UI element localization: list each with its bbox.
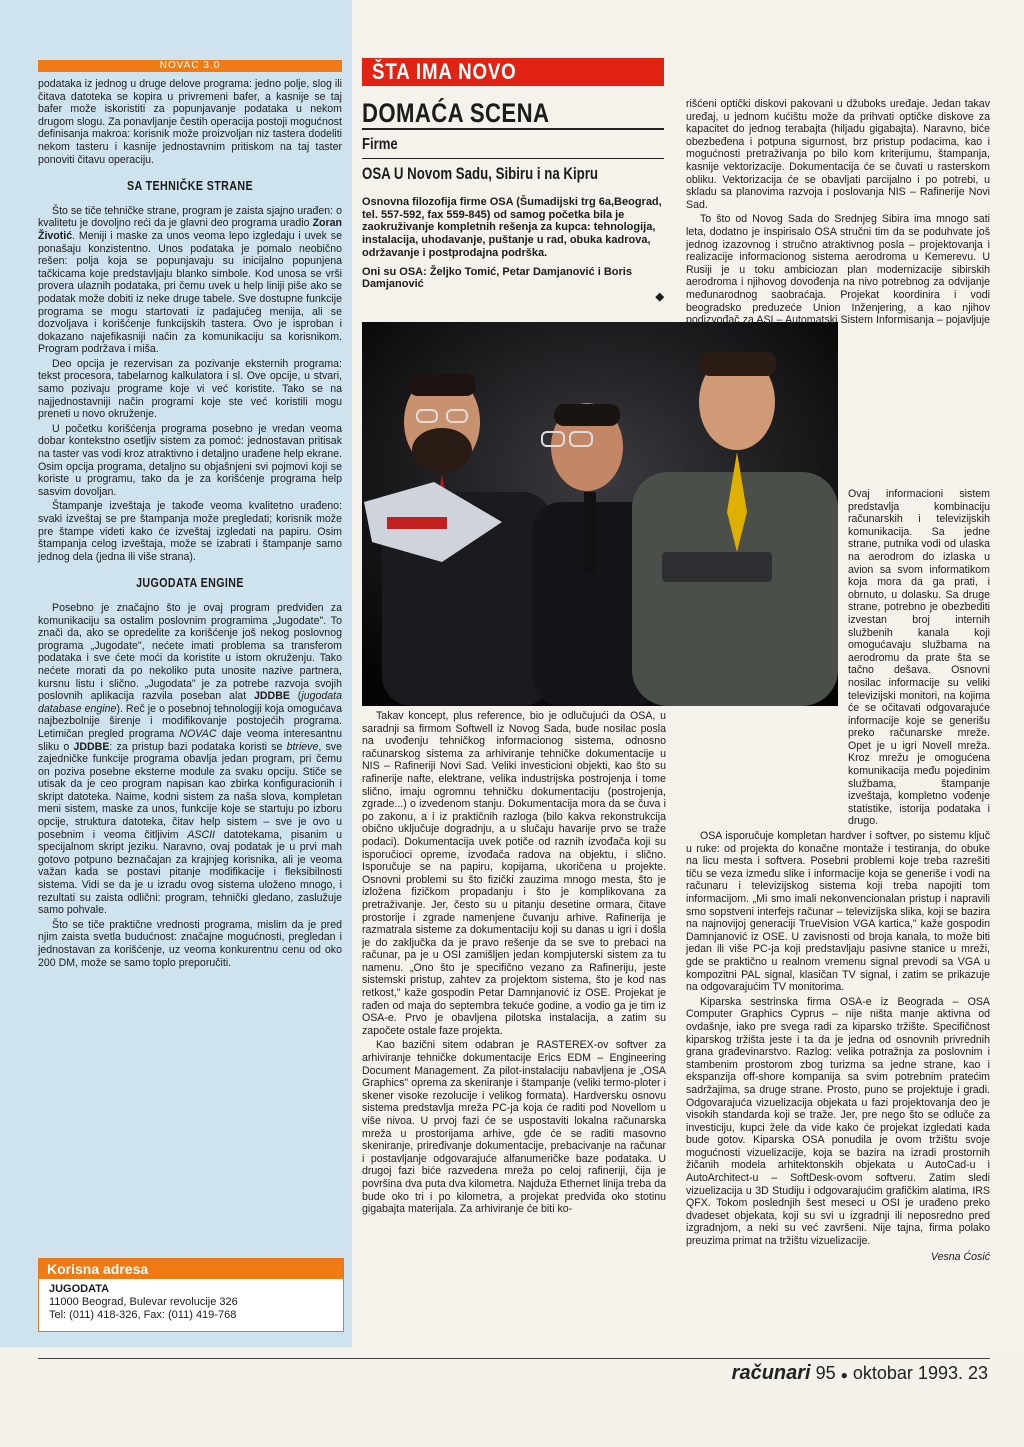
left-article-column [38,78,342,971]
lead-paragraph: Osnovna filozofija firme OSA (Šumadijski trg 6a,Beograd, tel. 557-592, fax 559-845) od samog početka bila je zaokruživanje kompletnih rešenja za kupca: tehnologija, instalacija, uhodavanje, puštanje u rad, obuka kadrova, održavanje i postprodajna podrška. [362,196,662,259]
article-section-title: DOMAĆA SCENA [362,98,550,128]
article-category: Firme [362,136,398,153]
useful-address-box [38,1258,344,1332]
left-paragraph: Deo opcija je rezervisan za pozivanje eksternih programa: tekst procesora, tabelarnog kalkulatora i sl. Ove opcije, u stvari, samo pozivaju programe koje vi već koristite. Tako se na najjednostavniji način programi koje ste već koristili mogu preneti u novo okruženje. [38,357,342,421]
company-phone: Tel: (011) 418-326, Fax: (011) 419-768 [49,1309,237,1321]
company-address: 11000 Beograd, Bulevar revolucije 326 [49,1296,238,1308]
useful-address-body [39,1279,343,1326]
left-section-header: NOVAC 3.0 [38,60,342,72]
article-author: Vesna Ćosić [930,1250,990,1263]
issue-date-page: oktobar 1993. 23 [847,1363,988,1383]
article-column-left [362,710,666,1218]
article-paragraph: Kao bazični sitem odabran je RASTEREX-ov softver za arhiviranje tehničke dokumentacije Erics EDM – Engineering Document Management. Za pilot-instalaciju nabavljena je „OSA Graphics" oprema za skeniranje i štampanje (veliki termo-ploter i skener visoke rezolucije i velikog formata). Hardversku osnovu sistema predstavlja mreža PC-ja koja će raditi pod Novellom u više nivoa. U prvoj fazi će se uspostaviti lokalna računarska mreža u prostorijama arhive, gde će se raditi masovno skeniranje, priređivanje dokumentacije, prebacivanje na računar i postavljanje odgovarajuće alfanumeričke baze podataka. U drugoj fazi biće razvedena mreža po celoj rafineriji, čija je površina dva puta dva kilometra. Najduža Ethernet linija treba da bude oko tri i po kilometra, a projekat predviđa oko stotinu gigabajta materijala. Za arhiviranje će biti ko- [362,1039,666,1216]
left-paragraph: Štampanje izveštaja je takođe veoma kvalitetno urađeno: svaki izveštaj se pre štampanja može pregledati; korisnik može pre štampe videti kako će izveštaj izgledati na papiru. Osim štampanja celog izveštaja, može se izabrati i štampanje samo jednog dela (jedna ili više strana). [38,500,342,563]
section-heading-engine: JUGODATA ENGINE [136,575,244,591]
right-paragraph: To što od Novog Sada do Srednjeg Sibira ima mnogo sati leta, dodatno je inspirisalo OSA stručni tim da se poduhvate još jednog izazovnog i stručno atraktivnog posla – projektovanja i realizacije informacionog sistema aerodroma u Kemerevu. U Rusiji je u toku ambiciozan plan modernizacije sibirskih aerodroma i njihovog dovođenja na nivo potrebnog za odvijanje međunarodnog saobraćaja. Projekat koordinira i vodi beogradsko preduzeće Union Inženjering, a kao njihov podizvođač za ASI – Automatski Sistem Informisanja – pojavljuje se OSA. [686,213,990,339]
article-lead [362,196,664,304]
article-paragraph: Ovaj informacioni sistem predstavlja kombinaciju računarskih i televizijskih komunikacija. Sa jedne strane, putnika vodi od ulaska na aerodrom do izlaska u avion sa svom informatikom koja mora da ga prati, i obrnuto, u dolasku. Sa druge strane, potrebno je obezbediti izvestan broj internih službenih kanala koji omogućavaju službama na aerodromu da prate šta se tačno dešava. Osnovni nosilac informacije su veliki televizijski monitori, na kojima će se očitavati odgovarajuće informacije koje se generišu preko računarske mreže. Opet je u igri Novell mreža. Kroz mrežu je omogućena komunikacija među pojedinim službama, štampanje izveštaja, kompletno vođenje statistike, istorija podataka i drugo. [848,488,990,828]
author-name: Zoran Životić [38,217,342,242]
magazine-brand: računari [731,1362,811,1384]
article-column-right [686,488,990,1263]
useful-address-title: Korisna adresa [39,1259,343,1279]
left-intro-paragraph: podataka iz jednog u druge delove programa: jedno polje, slog ili čitava datoteka se kopira u privremeni bafer, a kasnije se taj bafer može iskoristiti za popunjavanje podataka u nekom drugom slogu. Za ponavljanje čestih operacija postoji mogućnost definisanja makroa: korisnik može proizvoljan niz tastera dodeliti nekom tasteru i kasnije jednostavnim pritiskom na taj taster ponoviti čitavu operaciju. [38,78,342,166]
photo-caption: Oni su OSA: Željko Tomić, Petar Damjanović i Boris Damjanović [362,265,632,291]
category-rule [362,158,664,159]
company-name: JUGODATA [49,1283,110,1295]
article-paragraph: Takav koncept, plus reference, bio je odlučujući da OSA, u saradnji sa firmom Softwell iz Novog Sada, bude nosilac posla na uvođenju tehničkog informacionog sistema, odnosno računarskog sistema za arhiviranje tehničke dokumentacije u NIS – Rafineriji Novi Sad. Veliki investicioni objekti, kao što su rafinerije nafte, elektrane, velika industrijska postrojenja i tome slično, imaju ogromnu tehničku dokumentaciju (postrojenja, zgrade...) o izvedenom stanju. Dokumentacija mora da se čuva i po zakonu, a i iz praktičnih razloga (bilo kakva rekonstrukcija obično uključuje dogradnju, a u slučaju havarije prvo se traže podaci). Dokumentacija uvek potiče od raznih izvođača koji su isporučioci opreme, izvođača radova na objektu, i slično. Isporučuje se na papiru, kopijama, ukoričena u projekte. Osnovni problemi su što fizički zauzima mnogo mesta, što je izložena fizičkom propadanju i što je komplikovana za pretraživanje. Jer, često su u pitanju desetine ormara, čitave prostorije i zgrade namenjene čuvanju arhive. Rafinerija je razmatrala sisteme za dokumentaciju koji su danas u igri i došla je do zaključka da je pravo rešenje da se sve to prebaci na računar, pa je u OSI zamišljen jedan kompjuterski sistem za tu namenu. „Ono što je specifično vezano za Rafineriju, jeste sistemski pristup, zahtev za projektom sistema, što je kod nas retkost," kaže gospodin Petar Damnjanović iz OSE. Projekat je rađen od maja do septembra tekuće godine, a vodio ga je tim iz OSA-e. Prvo je obavljena pilotska instalacija, a zatim su započete ostale faze projekta. [362,710,666,1037]
issue-number: 95 [810,1363,841,1383]
caption-marker-icon: ◆ [655,290,664,303]
section-banner: ŠTA IMA NOVO [362,58,664,86]
left-paragraph: U početku korišćenja programa posebno je vredan veoma dobar kontekstno osetljiv sistem za pomoć: jednostavan pritisak na taster vas vodi kroz atraktivno i detaljno urađene help ekrane. Osim opcija programa, detaljno su objašnjeni svi pojmovi koji se koriste u programu, tako da je za korišćenje programa help sasvim dovoljan. [38,422,342,498]
section-heading-technical: SA TEHNIČKE STRANE [126,178,254,194]
left-paragraph: Što se tiče tehničke strane, program je zaista sjajno urađen: o kvalitetu je dovoljno reći da je glavni deo programa uradio Zoran Životić. Meniji i maske za unos veoma lepo izgledaju i uvek se ponašaju konzistentno. Unos podataka je pomalo neobično rešen: polja koja se popunjavaju su inicijalno popunjena tačkicama koje predstavljaju blanko simbole. Kod unosa se vrši provera ulaznih podataka, pri čemu uvek u help liniji piše ako se podatak može dobiti iz neke druge tabele. Sve dostupne funkcije programa se mogu startovati iz padajućeg menija, ali se dozvoljava i korišćenje funkcijskih tastera. Ovo je isproban i dokazano najefikasniji način za komunikaciju sa korisnikom. Program podržava i miša. [38,204,342,356]
page-footer [732,1362,988,1385]
article-headline: OSA U Novom Sadu, Sibiru i na Kipru [362,164,599,183]
right-column-top [686,98,990,341]
left-paragraph: Što se tiče praktične vrednosti programa, mislim da je pred njim zaista svetla budućnost: značajne mogućnosti, pregledan i jednostavan za korišćenje, uz veoma konkurentnu cenu od oko 200 DM, može se samo toplo preporučiti. [38,918,342,969]
right-paragraph: rišćeni optički diskovi pakovani u džuboks uređaje. Jedan takav uređaj, u jednom kućištu može da prihvati optičke diskove za kapacitet do jednog terabajta (hiljadu gigabajta). Naravno, biće obezbeđena i potpuna sigurnost, brz pristup podacima, kao i mogućnosti pretraživanja po bilo kom kriterijumu, štampanja, kasnije vektorizacije. Dokumentacija će se čuvati u rasterskom obliku. Vektorizacija će se obavljati parcijalno i po potrebi, u skladu sa planovima razvoja i poslovanja NIS – Rafinerije Novi Sad. [686,98,990,211]
article-paragraph: OSA isporučuje kompletan hardver i softver, po sistemu ključ u ruke: od projekta do konačne montaže i testiranja, do obuke na licu mesta i softvera. Posebni problemi koje treba razrešiti tiču se veza između slike i informacije koja se generiše i vodi na računaru i televizijskog sistema koji treba napojiti tom informacijom. „Mi smo imali nekonvencionalan pristup i napravili smo sopstveni interfejs računar – televizijska slika, koji se bazira na najnovijoj generaciji TrueVision VGA kartica," kaže gospodin Damnjanović iz OSE. U zavisnosti od broja kanala, to može biti jedan ili više PC-ja koji predstavljaju pasivne stanice u mreži, gde se praktično u realnom vremenu signal prevodi sa VGA u kompozitni PAL signal, klasičan TV signal, i zatim se prikazuje na odgovarajućim TV monitorima. [686,830,990,994]
title-rule [362,128,664,130]
bullet-icon: ● [840,1368,848,1382]
footer-rule [38,1358,990,1359]
left-paragraph: Posebno je značajno što je ovaj program predviđen za komunikaciju sa ostalim poslovnim programima „Jugodate". To znači da, ako se opredelite za korišćenje još nekog poslovnog programa „Jugodate", nećete imati problema sa transferom podataka i sve ćete moći da koristite u istom okruženju. Tako nećete morati da po nekoliko puta unosite nazive partnera, kursnu listu i slično. „Jugodata" je za potrebe razvoja svojih poslovnih aplikacija razvila poseban alat JDDBE (jugodata database engine). Reč je o posebnoj tehnologiji koja omogućava najbezbolnije širenje i modifikovanje postojećih programa. Letimičan pregled programa NOVAC daje veoma interesantnu sliku o JDDBE: za pristup bazi podataka koristi se btrieve, sve zajedničke funkcije programa obavlja jedan program, pri čemu on poziva posebne eksterne module za svaku opciju. Stiče se utisak da je ceo program napisan kao zbirka konfiguracionih i skript datoteka. Naime, kodni sistem za naša slova, kompletan meni sistem, maske za unos, funkcije koje se startuju po izboru opcije, struktura datoteka, čitav help sistem – sve je ovo u posebnim i veoma čitljivim ASCII datotekama, pisanim u specijalnom skript jeziku. Naravno, ovaj podatak je u prvi mah gotovo potpuno beznačajan za krajnjeg korisnika, ali je veoma važan kada se postavi pitanje modifikacije i fleksibilnosti sistema. Vidi se da je u izradu ovog sistema uloženo mnogo, i rezultati su zaista odlični: program, tehnički gledano, zaslužuje samo pohvale. [38,601,342,917]
article-paragraph: Kiparska sestrinska firma OSA-e iz Beograda – OSA Computer Graphics Cyprus – nije ništa manje aktivna od ovdašnje, iako pre svega radi za kiparsko tržište. Specifičnost kiparskog tržišta jeste i ta da je jedna od osnovnih privrednih grana građevinarstvo. Razlog: velika potražnja za poslovnim i stambenim prostorom zbog turizma sa jedne strane, kao i ekspanzija off-shore kompanija sa svim potrebnim pratećim sadržajima, sa druge strane. Prosto, puno se projektuje i gradi. Odgovarajuća vizuelizacija objekata u fazi projektovanja deo je visokih standarda koji se traže. Jer, pre nego što se odluče za investiciju, kupci žele da vide kako će projekat izgledati kada bude gotov. Kiparska OSA ponudila je ovom tržištu svoje mogućnosti vizuelizacije, koja se bazira na izradi prostornih žičanih modela arhitektonskih objekata u AutoCad-u i AutoArchitect-u – SoftDesk-ovom softveru. Zatim sledi vizuelizacija u 3D Studiju i odgovarajućim grafičkim alatima, IRS QFX. Tokom poslednjih šest meseci u OSI je urađeno preko dvadeset objekata, koji su svi u izgradnji ili neposredno pred izgradnjom, a neki su već završeni. Nije tajna, firma polako preuzima primat na tržištu vizuelizacije. [686,995,990,1248]
